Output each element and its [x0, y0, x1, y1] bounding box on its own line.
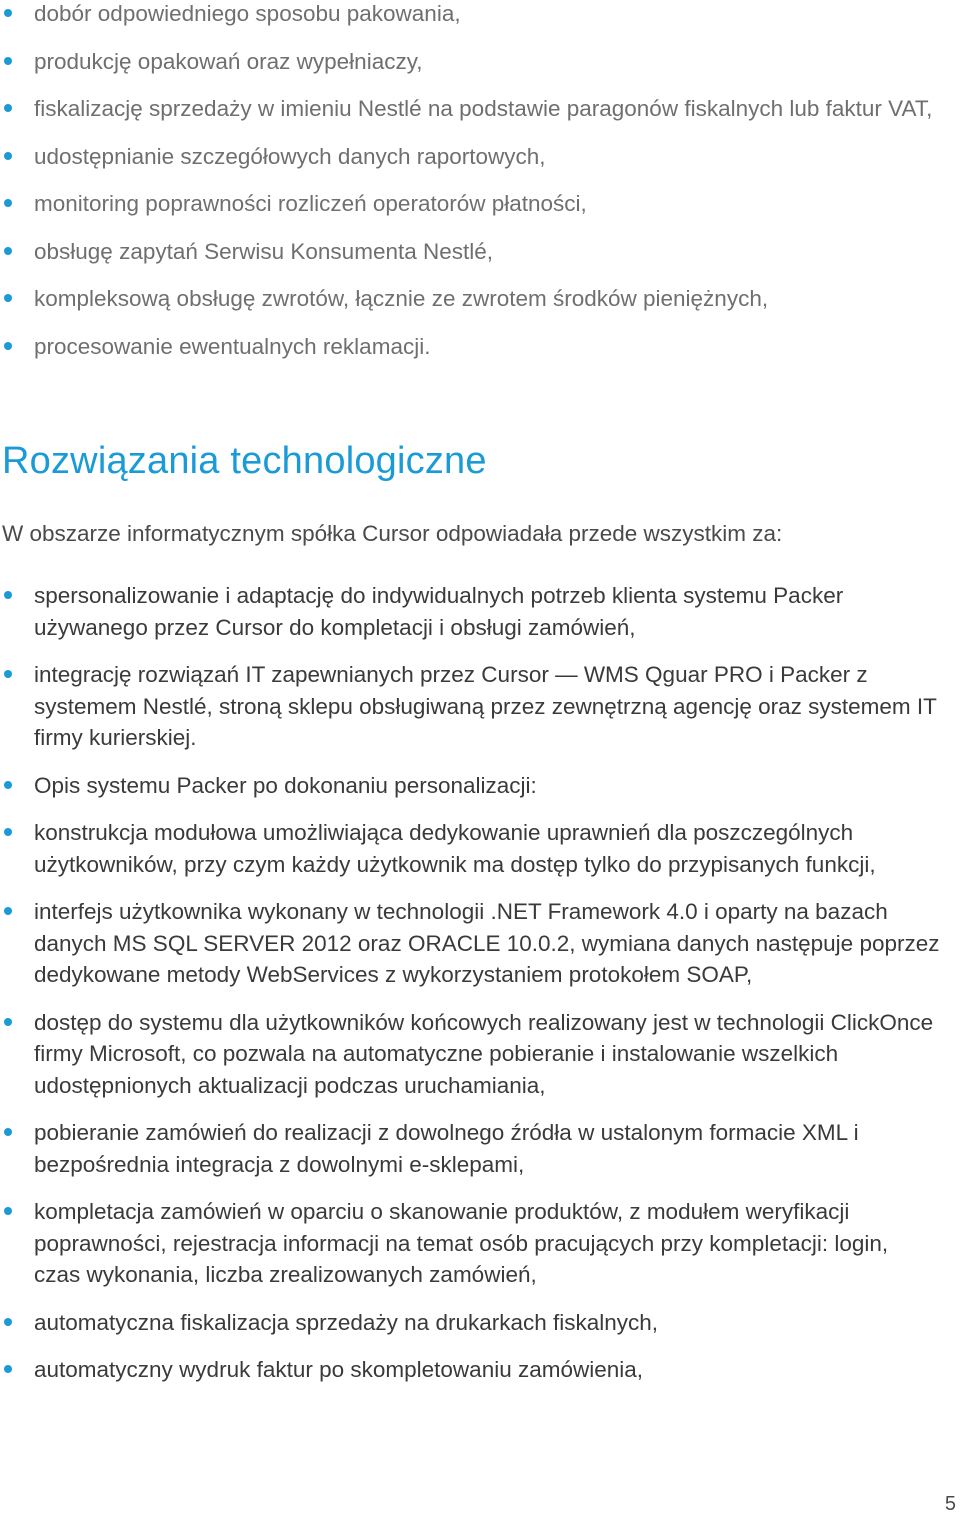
list-item: fiskalizację sprzedaży w imieniu Nestlé na podstawie paragonów fiskalnych lub faktur VAT, — [0, 93, 940, 125]
list-item: produkcję opakowań oraz wypełniaczy, — [0, 46, 940, 78]
list-item: dostęp do systemu dla użytkowników końcowych realizowany jest w technologii ClickOnce firmy Microsoft, co pozwala na automatyczne pobieranie i instalowanie wszelkich udostępnionych aktualizacji podczas uruchamiania, — [0, 1007, 940, 1102]
list-item: spersonalizowanie i adaptację do indywidualnych potrzeb klienta systemu Packer używanego przez Cursor do kompletacji i obsługi zamówień, — [0, 580, 940, 643]
list-item: kompleksową obsługę zwrotów, łącznie ze zwrotem środków pieniężnych, — [0, 283, 940, 315]
section-intro: W obszarze informatycznym spółka Cursor odpowiadała przede wszystkim za: — [2, 521, 783, 546]
list-item: kompletacja zamówień w oparciu o skanowanie produktów, z modułem weryfikacji poprawności, rejestracja informacji na temat osób pracujących przy kompletacji: login, czas wykonania, liczba zrealizowanych zamówień, — [0, 1196, 940, 1291]
list-item: Opis systemu Packer po dokonaniu personalizacji: — [0, 770, 940, 802]
services-list — [0, 0, 940, 378]
list-item: dobór odpowiedniego sposobu pakowania, — [0, 0, 940, 30]
list-item: automatyczna fiskalizacja sprzedaży na drukarkach fiskalnych, — [0, 1307, 940, 1339]
list-item: pobieranie zamówień do realizacji z dowolnego źródła w ustalonym formacie XML i bezpośrednia integracja z dowolnymi e-sklepami, — [0, 1117, 940, 1180]
page-number: 5 — [944, 1493, 956, 1515]
list-item: interfejs użytkownika wykonany w technologii .NET Framework 4.0 i oparty na bazach danych MS SQL SERVER 2012 oraz ORACLE 10.0.2, wymiana danych następuje poprzez dedykowane metody WebServices z wykorzystaniem protokołem SOAP, — [0, 896, 940, 991]
list-item: integrację rozwiązań IT zapewnianych przez Cursor — WMS Qguar PRO i Packer z systemem Nestlé, stroną sklepu obsługiwaną przez zewnętrzną agencję oraz systemem IT firmy kurierskiej. — [0, 659, 940, 754]
list-item: udostępnianie szczegółowych danych raportowych, — [0, 141, 940, 173]
list-item: obsługę zapytań Serwisu Konsumenta Nestlé, — [0, 236, 940, 268]
section-title: Rozwiązania technologiczne — [2, 440, 487, 482]
list-item: monitoring poprawności rozliczeń operatorów płatności, — [0, 188, 940, 220]
list-item: procesowanie ewentualnych reklamacji. — [0, 331, 940, 363]
list-item: konstrukcja modułowa umożliwiająca dedykowanie uprawnień dla poszczególnych użytkowników, przy czym każdy użytkownik ma dostęp tylko do przypisanych funkcji, — [0, 817, 940, 880]
technology-list — [0, 580, 940, 1402]
list-item: automatyczny wydruk faktur po skompletowaniu zamówienia, — [0, 1354, 940, 1386]
